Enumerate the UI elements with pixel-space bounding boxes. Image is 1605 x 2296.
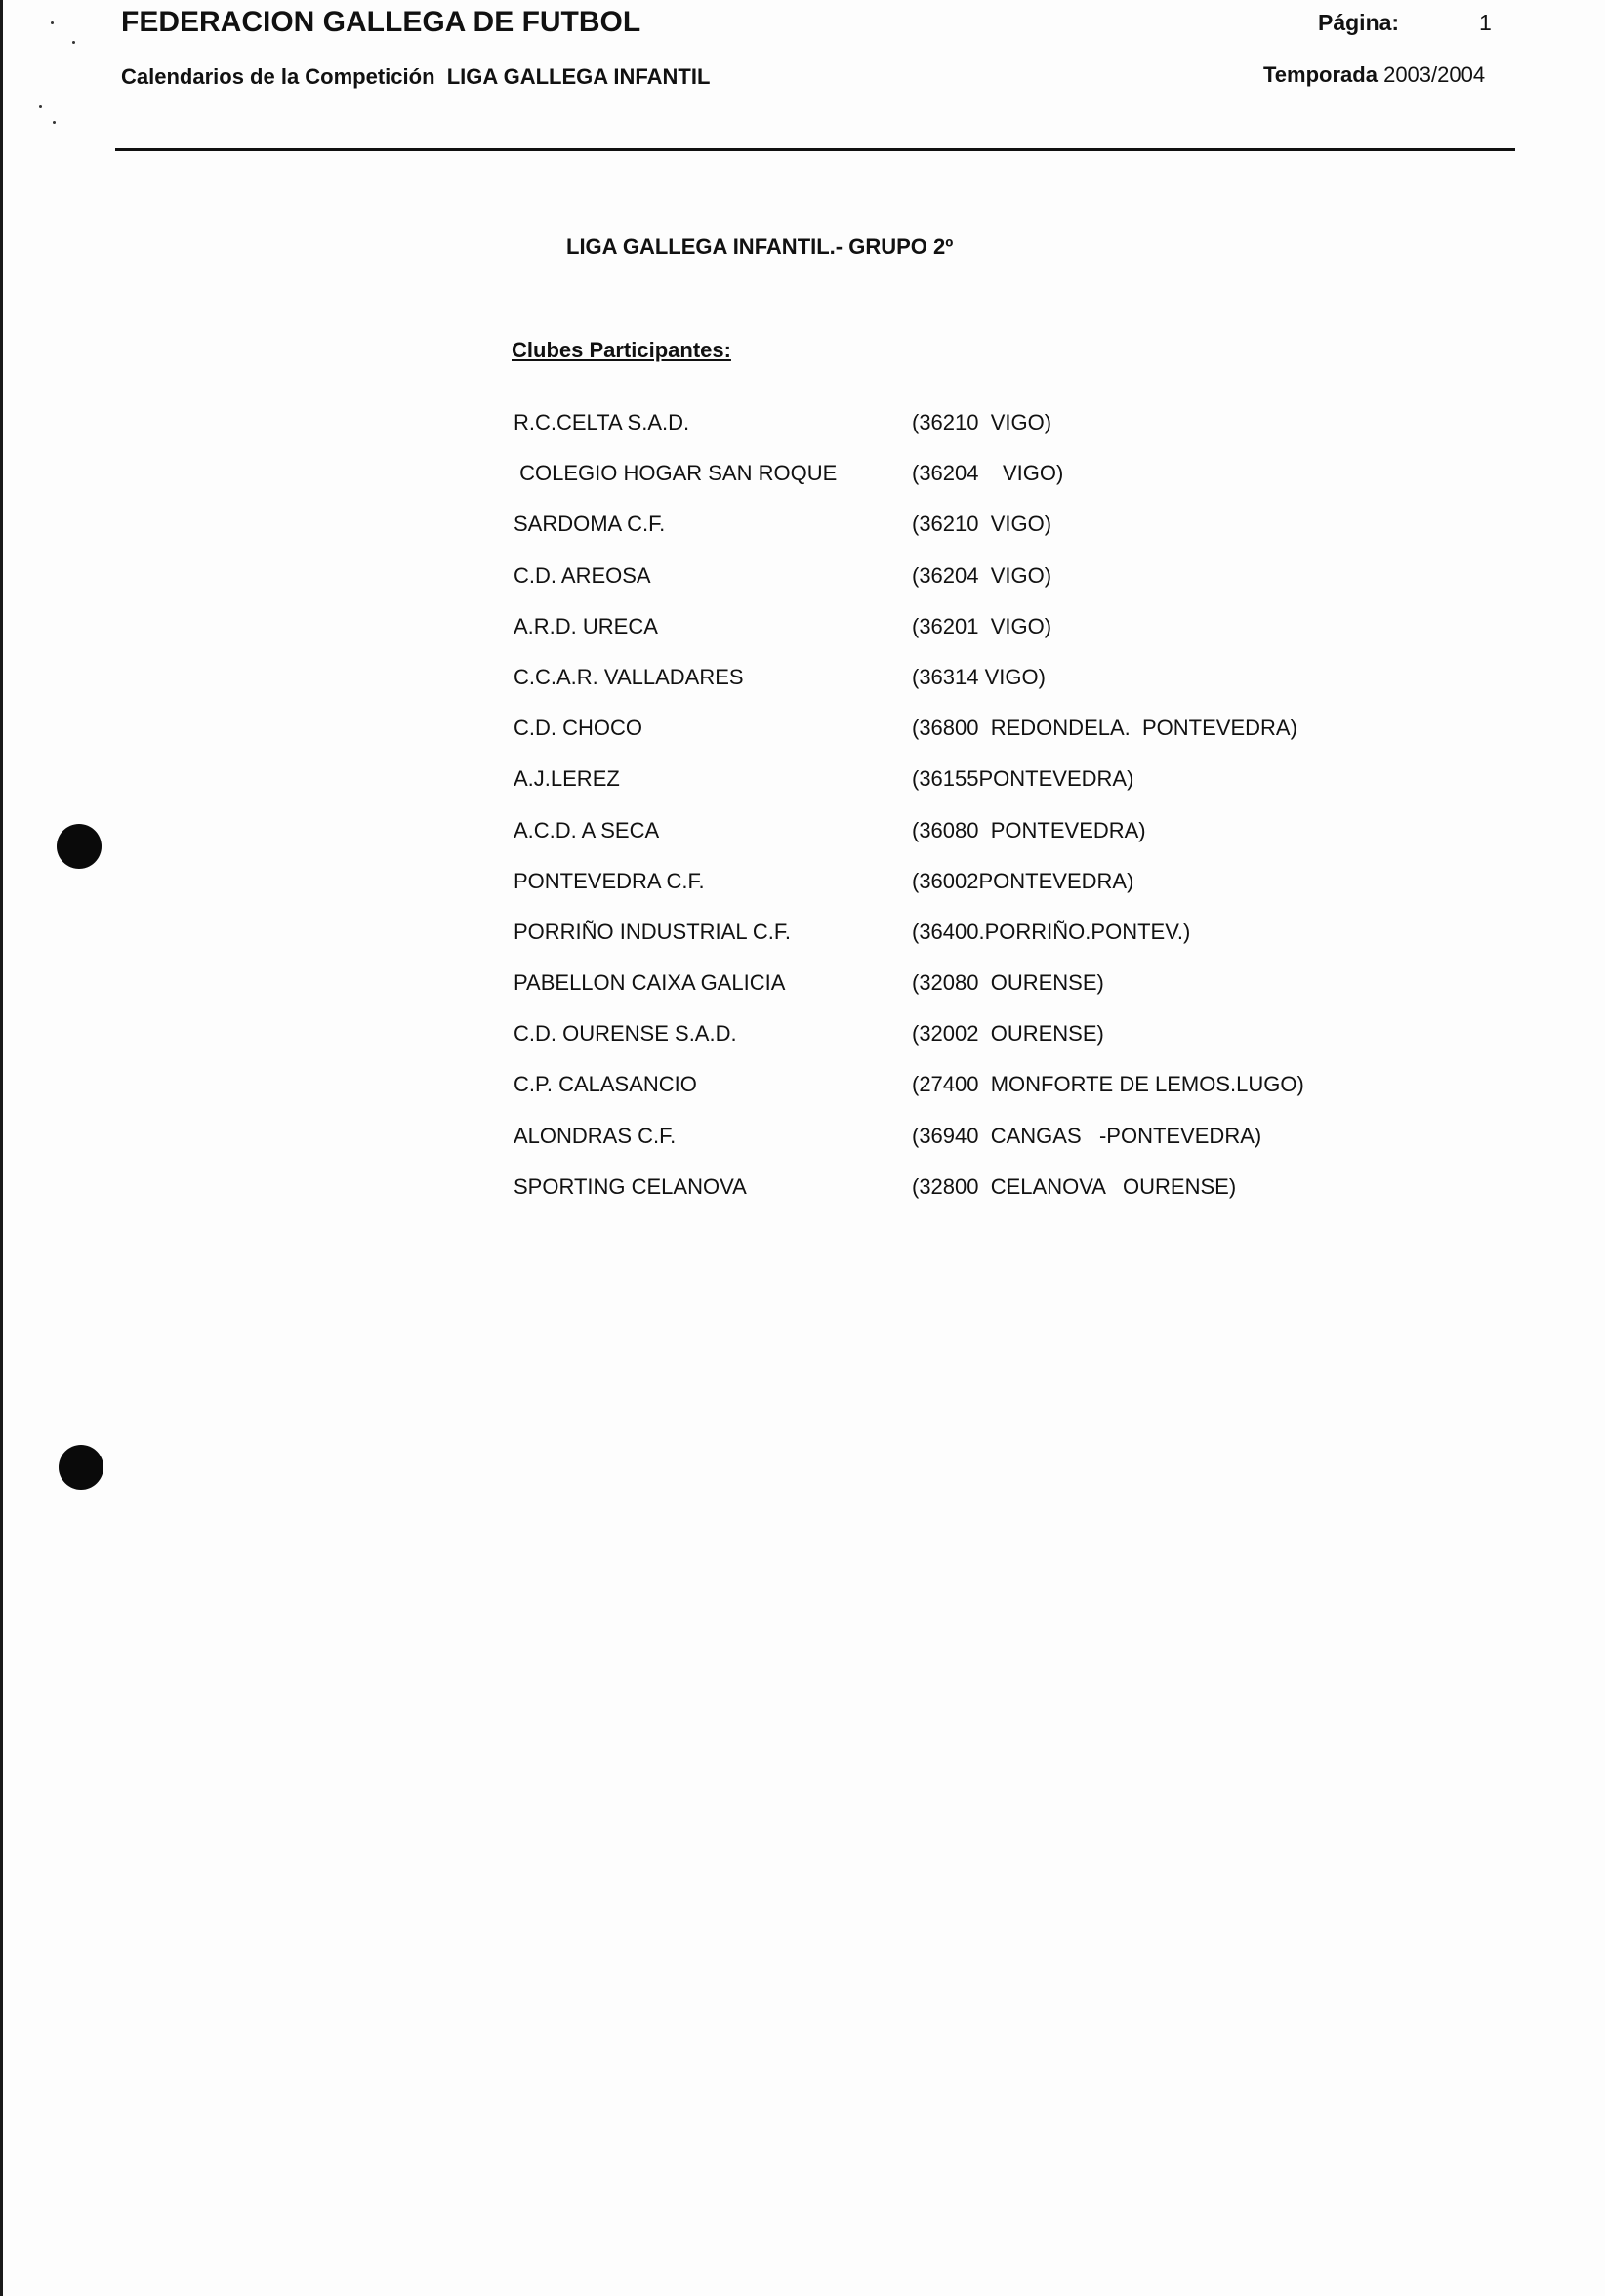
club-name: A.J.LEREZ [514,766,620,792]
club-name: PABELLON CAIXA GALICIA [514,970,786,996]
punch-hole [59,1445,103,1490]
club-row [0,818,1605,869]
club-row [0,461,1605,512]
club-row [0,614,1605,665]
club-row [0,970,1605,1021]
page-number: 1 [1479,10,1492,35]
club-name: PORRIÑO INDUSTRIAL C.F. [514,919,791,944]
club-name: C.D. AREOSA [514,562,651,588]
page-label: Página: [1318,10,1400,35]
season [1263,62,1485,88]
scan-speck [39,105,42,108]
club-location: (32800 CELANOVA OURENSE) [912,1173,1237,1199]
season-label: Temporada [1263,62,1378,87]
club-name: SARDOMA C.F. [514,512,666,537]
club-row [0,766,1605,817]
club-row [0,716,1605,766]
clubs-heading: Clubes Participantes: [512,338,731,362]
scan-speck [51,21,54,24]
club-row [0,920,1605,970]
club-location: (36204 VIGO) [912,562,1052,588]
club-row [0,512,1605,562]
club-row [0,665,1605,716]
club-name: C.P. CALASANCIO [514,1072,697,1097]
club-row [0,410,1605,461]
club-row [0,1072,1605,1123]
club-location: (36080 PONTEVEDRA) [912,817,1146,842]
club-location: (32002 OURENSE) [912,1021,1104,1046]
document-subtitle: Calendarios de la Competición LIGA GALLEGA INFANTIL [121,64,711,89]
club-location: (36204 VIGO) [912,461,1064,486]
club-location: (36210 VIGO) [912,512,1052,537]
header-divider [115,148,1515,151]
club-location: (36314 VIGO) [912,664,1046,689]
club-name: C.C.A.R. VALLADARES [514,664,744,689]
club-location: (36201 VIGO) [912,613,1052,638]
club-name: SPORTING CELANOVA [514,1173,747,1199]
scan-speck [72,41,75,44]
club-row [0,1021,1605,1072]
club-location: (36800 REDONDELA. PONTEVEDRA) [912,716,1297,741]
club-row [0,869,1605,920]
group-title: LIGA GALLEGA INFANTIL.- GRUPO 2º [566,234,954,259]
club-location: (32080 OURENSE) [912,970,1104,996]
club-location: (36210 VIGO) [912,410,1052,434]
club-name: A.R.D. URECA [514,613,658,638]
club-row [0,563,1605,614]
club-location: (27400 MONFORTE DE LEMOS.LUGO) [912,1072,1304,1097]
club-name: R.C.CELTA S.A.D. [514,410,690,434]
club-name: C.D. OURENSE S.A.D. [514,1021,737,1046]
club-location: (36940 CANGAS -PONTEVEDRA) [912,1123,1262,1148]
club-location: (36155PONTEVEDRA) [912,766,1134,792]
club-list [0,410,1605,1225]
scan-speck [53,121,56,124]
season-value: 2003/2004 [1383,62,1486,87]
club-location: (36002PONTEVEDRA) [912,868,1134,893]
club-name: A.C.D. A SECA [514,817,660,842]
club-name: C.D. CHOCO [514,716,642,741]
club-location: (36400.PORRIÑO.PONTEV.) [912,919,1191,944]
punch-hole [57,824,102,869]
club-name: PONTEVEDRA C.F. [514,868,705,893]
club-name: COLEGIO HOGAR SAN ROQUE [514,461,838,486]
club-row [0,1174,1605,1225]
club-name: ALONDRAS C.F. [514,1123,677,1148]
organization-name: FEDERACION GALLEGA DE FUTBOL [121,6,641,38]
club-row [0,1124,1605,1174]
